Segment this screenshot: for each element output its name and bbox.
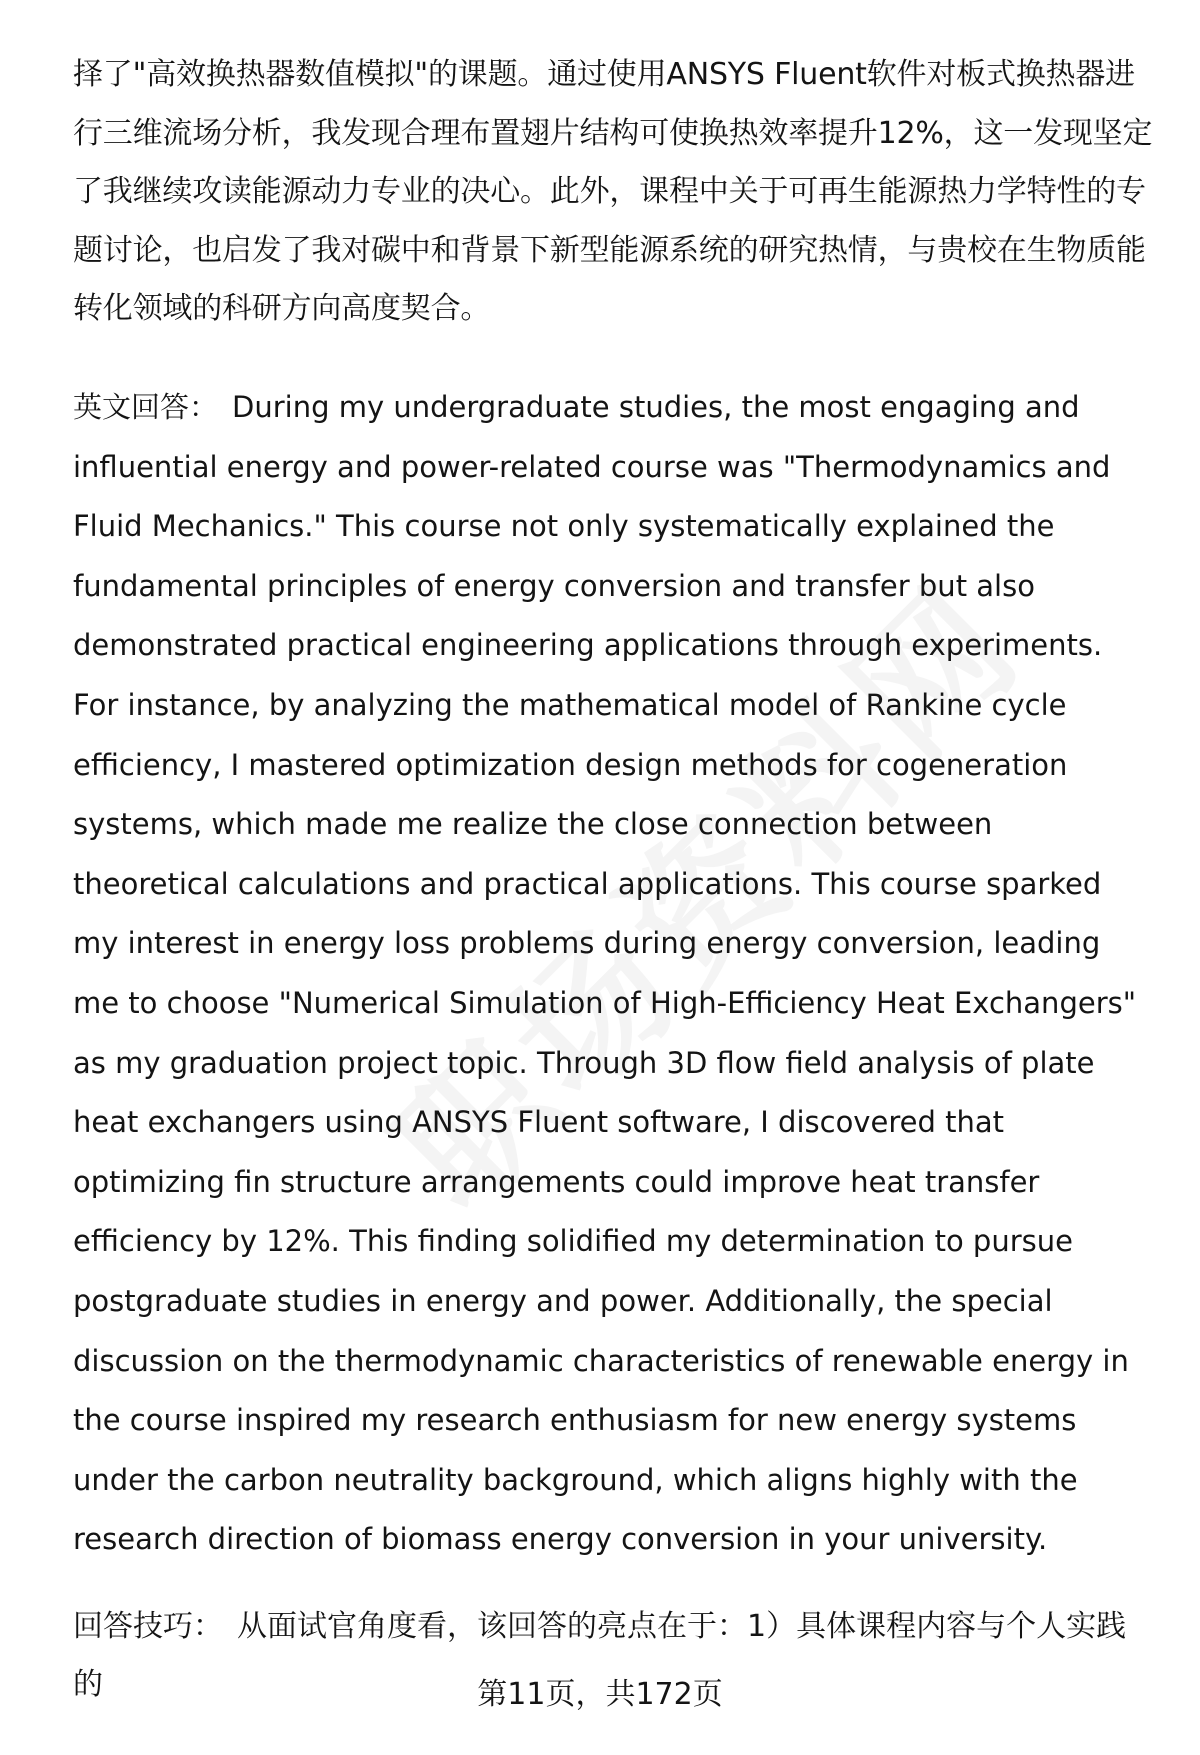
answer-tips-text: 从面试官角度看，该回答的亮点在于：1）具体课程内容与个人实践的 [73,1609,1127,1702]
answer-tips-label: 回答技巧： [73,1609,223,1644]
english-answer-label: 英文回答： [73,390,219,424]
english-answer-paragraph [73,378,1153,1570]
page-number: 第11页，共172页 [477,1677,723,1712]
english-answer-text: During my undergraduate studies, the most engaging and influential energy and power-related course was "Thermodynamics and Fluid Mechanics." This course not only systematically explained the fundamental principles of energy conversion and transfer but also demonstrated practical engineering applications through experiments. For instance, by analyzing the mathematical model of Rankine cycle efficiency, I mastered optimization design methods for cogeneration systems, which made me realize the close connection between theoretical calculations and practical applications. This course sparked my interest in energy loss problems during energy conversion, leading me to choose "Numerical Simulation of High-Efficiency Heat Exchangers" as my graduation project topic. Through 3D flow field analysis of plate heat exchangers using ANSYS Fluent software, I discovered that optimizing fin structure arrangements could improve heat transfer efficiency by 12%. This finding solidified my determination to pursue postgraduate studies in energy and power. Additionally, the special discussion on the thermodynamic characteristics of renewable energy in the course inspired my research enthusiasm for new energy systems under the carbon neutrality background, which aligns highly with the research direction of biomass energy conversion in your university. [73,390,1137,1557]
intro-paragraph: 择了"高效换热器数值模拟"的课题。通过使用ANSYS Fluent软件对板式换热器进行三维流场分析，我发现合理布置翅片结构可使换热效率提升12%，这一发现坚定了我继续攻读能源动力专业的决心。此外，课程中关于可再生能源热力学特性的专题讨论，也启发了我对碳中和背景下新型能源系统的研究热情，与贵校在生物质能转化领域的科研方向高度契合。 [73,57,1153,326]
